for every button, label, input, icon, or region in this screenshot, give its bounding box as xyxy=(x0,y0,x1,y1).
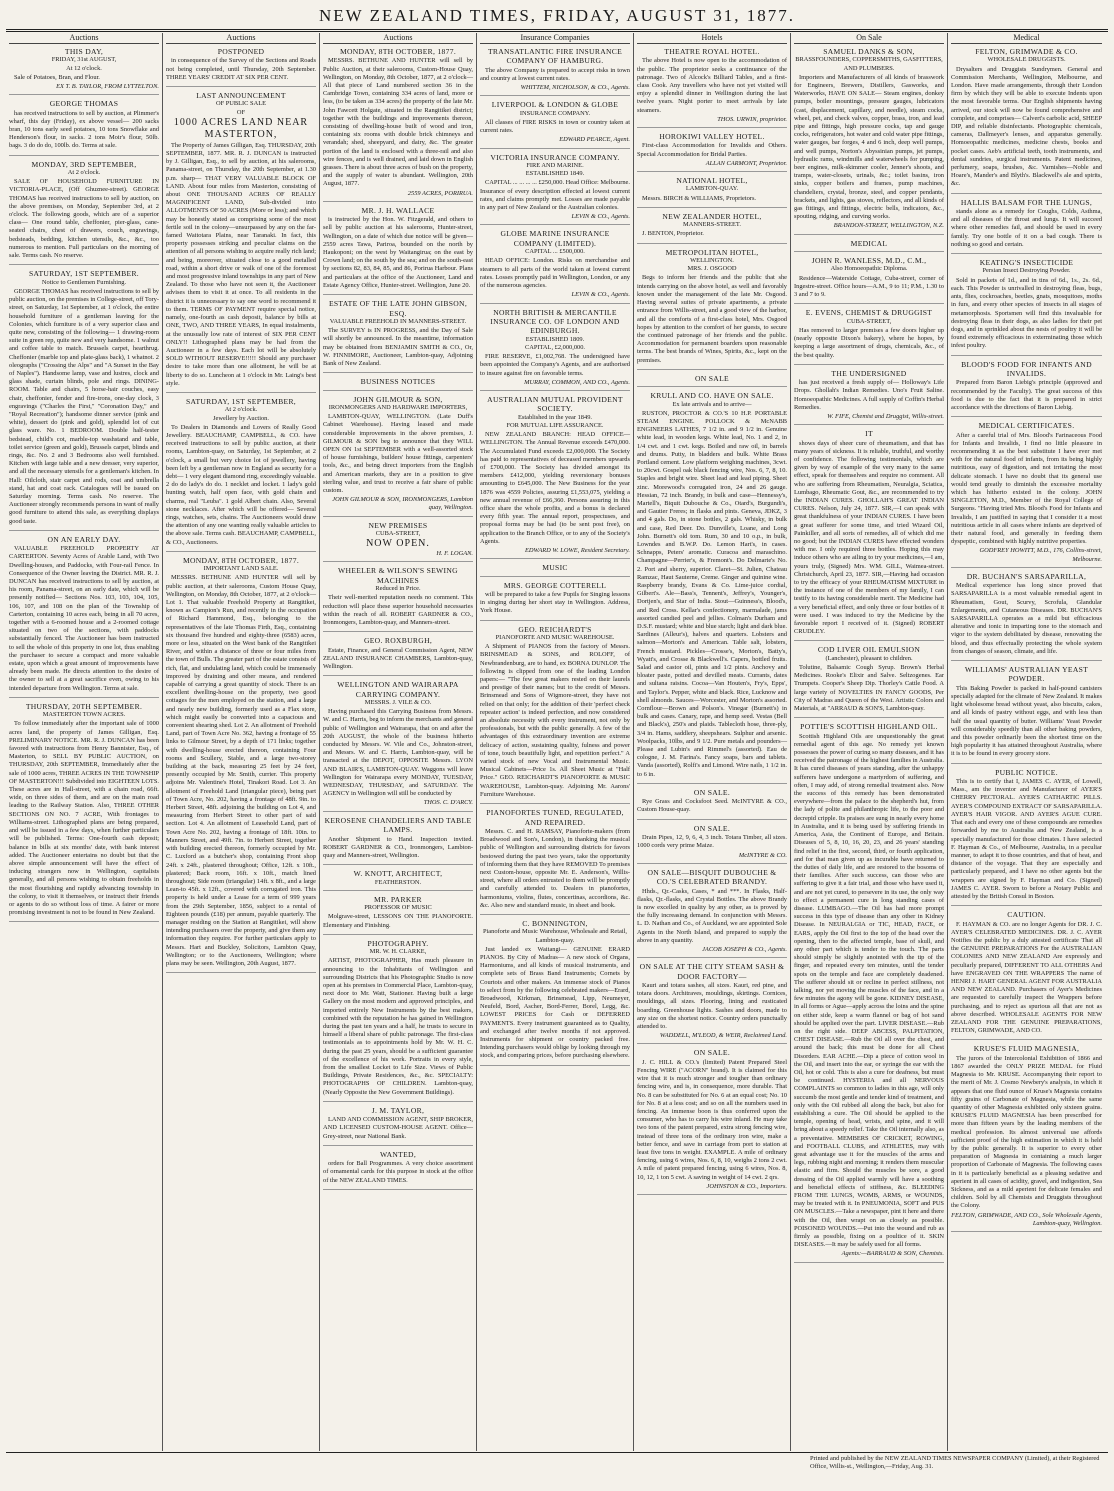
ad-heading: BLOOD'S FOOD FOR INFANTS AND INVALIDS. xyxy=(961,359,1092,378)
ad-heading: COD LIVER OIL EMULSION xyxy=(817,645,921,655)
ad-heading: NEW ZEALANDER HOTEL, xyxy=(662,211,762,221)
ad-body: Just landed ex Waitangi— GENUINE ERARD PIANOS. By City of Madras— A new stock of Organs, Harmoniums, and all kinds of musical instruments, and complete sets of Brass Band Instruments; Cornets by Courtois and other makers. An immense stock of Pianos to select from by the following celebrated makers—Erard, Broadwood, Kirkman, Brinsmead, Lipp, Neumeyer, Neufeld, Bord, Ascher, Bord-Ferrer, Borel, Legg, &c. LOWEST PRICES for Cash or DEFERRED PAYMENTS. Every instrument guaranteed as to Quality, and exchanged after twelve months if not approved. Instruments for shipment or country packed free. Intending purchasers would oblige by looking through my stock, and comparing prices, before purchasing elsewhere. xyxy=(480,945,630,1060)
ad-heading: JOHN R. WANLESS, M.D., C.M., xyxy=(811,256,927,266)
column-header: Medical xyxy=(951,33,1102,44)
ad-heading: NORTH BRITISH & MERCANTILE INSURANCE CO. OF LONDON AND EDINBURGH. xyxy=(490,307,620,336)
ad-subline: FRIDAY, 31st AUGUST, xyxy=(51,56,117,64)
ad-heading: METROPOLITAN HOTEL, xyxy=(665,247,759,257)
ad-body: will be prepared to take a few Pupils for Singing lessons in singing during her short stay in Wellington. Address, York House. xyxy=(480,591,630,615)
advertisement xyxy=(323,47,473,202)
ad-subline: BRASSFOUNDERS, COPPERSMITHS, GASFITTERS, AND PLUMBERS. xyxy=(795,56,943,72)
ad-heading: JOHN GILMOUR & SON, xyxy=(353,394,443,404)
ad-subline: IRONMONGERS AND HARDWARE IMPORTERS, xyxy=(328,403,468,411)
ad-body: Sold in packets of 1d., and in tins of 6d., 1s., 2s. 6d., each. This Powder is unrivalled in destroying fleas, bugs, ants, flies, cockroaches, beetles, gnats, mosquitoes, moths in furs, and every other species of insects in all stages of metamorphosis. Sportsmen will find this invaluable for destroying fleas in their dogs, as also ladies for their pet dogs, and in sprinkled about the nests of poultry it will be found extremely efficacious in exterminating those which infest poultry. xyxy=(951,276,1102,350)
ad-subline: CUBA-STREET, xyxy=(846,317,892,325)
ad-subline: Notice to Gentlemen Furnishing. xyxy=(41,278,127,286)
ad-heading: ON SALE. xyxy=(693,787,731,797)
column-3 xyxy=(320,33,477,1451)
ad-body: Tolutine, Balsamic Cough Syrup. Brown's Herbal Medicines. Rooke's Elixir and Salve. Seltzogenes. Ear Trumpets. Cooper's Sheep Dip. Thorley's Cattle Food. A large variety of NOVELTIES IN FANCY GOODS, Per City of Madras and Queen of the West. Artistic Colors and Materials, at "ARRAUD & SON'S, Lambton-quay. xyxy=(794,664,944,713)
advertisement xyxy=(9,99,159,155)
ad-subline: Also Homoeopathic Diploma. xyxy=(830,265,908,273)
ad-subline: INSURANCE COMPANY. xyxy=(519,109,591,117)
advertisement xyxy=(794,308,944,364)
ad-body: Medical experience has long since proved that SARSAPARILLA is a most valuable remedial agent in Rheumatism, Gout, Scurvy, Scrofula, Glandular Enlargements, and Cutaneous Diseases. DR. BUCHAN'S SARSAPARILLA operates as a mild but efficacious alterative and tonic in imparting tone to the stomach and vigor to the system debilitated by disease, renovating the blood, and thus effectually protecting the whole system from changes of season, climate, and life. xyxy=(951,582,1102,655)
ad-heading: MONDAY, 8TH OCTOBER, 1877. xyxy=(339,47,457,56)
ad-signature: WADDELL, M'LEOD, & WEIR, Reclaimed Land. xyxy=(659,1032,787,1040)
advertisement xyxy=(951,768,1102,906)
ad-body: stands alone as a remedy for Coughs, Colds, Asthma, and all diseases of the throat and lungs. It will succeed where other remedies fail, and should be used in every family. Try one bottle of it on a bad cough. There is nothing so good and certain. xyxy=(951,208,1102,248)
ad-heading: E. EVENS, CHEMIST & DRUGGIST xyxy=(805,308,933,318)
ad-body: Another Shipment to Hand. Inspection invited. ROBERT GARDNER & CO., Ironmongers, Lambton-quay and Manners-street, Wellington. xyxy=(323,835,473,859)
ad-body: HEAD OFFICE: London. Risks on merchandise and steamers to all parts of the world taken at lowest current rates. Losses promptly paid in Wellington, London, or any of the numerous agencies. xyxy=(480,257,630,290)
ad-body: shows days of sheer cure of rheumatism, and that has many years of sickness. It is reliable, truthful, and worthy of confidence. The following testimonials, which are given by way of example of the very many to the same effect, speak for themselves and require no comment. All who are suffering from Rheumatism, Neuralgia, Sciatica, Lumbago, Rheumatic Gout, &c., are recommended to try the INDIAN CURES. GHOLLAH'S GREAT INDIAN CURES. Nelson, July 24, 1877. SIR,—I can speak with great thankfulness of your INDIAN CURES. I have been a great sufferer for some time, and tried Wizard Oil, Painkiller, and all sorts of remedies, all of which did me no good; but the INDIAN CURES have effected wonders with me. I only required three bottles. Hoping this may induce others who are ailing to try your medicines,—I am, yours truly, (Signed) Mrs. WM. GILL, Waimea-street. Christchurch, April 23, 1877. SIR,—Having had occasion to try the efficacy of your RHEUMATISM MIXTURE in the instance of one of the members of my family, I can testify to its having considerable merit. The Medicine had a very beneficial effect, and only three or four bottles of it were used. I was induced to try the Medicine by the favorable report I received of it. (Signed) ROBERT CRUDLEY. xyxy=(794,439,944,636)
ad-body: Begs to inform her friends and the public that she intends carrying on the above hotel, as well and favorably known under the management of the late Mr. Osgood. Having several suites of private apartments, a private entrance from Willis-street, and a good view of the harbor, and all the comforts of a first-class hotel, Mrs. Osgood hopes by attention to the comfort of her guests, to secure the continued patronage of her friends and the public. Accommodation for permanent boarders upon reasonable terms. The best brands of Wines, Spirits, &c., kept on the premises. xyxy=(637,274,787,364)
advertisement xyxy=(323,680,473,811)
ad-heading: MUSIC xyxy=(542,563,568,573)
ad-body: To Dealers in Diamonds and Lovers of Really Good Jewellery. BEAUCHAMP, CAMPBELL, & CO. have received instructions to sell by public auction, at their rooms, Lambton-quay, on Saturday, 1st September, at 2 o'clock, a small but very choice lot of jewellery, having been left by a gentleman now in England as security for a debt— 1 very elegant diamond ring, exceedingly valuable. 2 do do lady's do do. 1 necklet and locket. 1 lady's gold hunting watch, half open face, with gold chain and charms, real "Leuba". 1 gold Albert chain. Also, Several stone necklaces. After which will be offered— Several rings, watches, sets, chains. The Auctioneers would draw the attention of any one wanting really valuable articles to the above sale. Terms cash. BEAUCHAMP, CAMPBELL, & CO., Auctioneers. xyxy=(166,423,316,546)
advertisement xyxy=(794,369,944,425)
ad-heading: NATIONAL HOTEL, xyxy=(676,176,748,186)
column-4 xyxy=(477,33,634,1451)
ad-body: The SURVEY is IN PROGRESS, and the Day of Sale will shortly be announced. In the meantime, information may be obtained from BENJAMIN SMITH & CO., Or, W. FINNIMORE, Auctioneer, Lambton-quay, Adjoining Bank of New Zealand. xyxy=(323,327,473,367)
ad-body: F. HAYMAN & CO. are no longer Agents for DR. J. C. AYER'S CELEBRATED MEDICINES. DR. J. C. AYER Notifies the public by a duly attested certificate That all the GENUINE PREPARATIONS For the AUSTRALIAN COLONIES AND NEW ZEALAND Are expressly and peculiarly prepared, DIFFERENT TO ALL OTHERS And have ENGRAVED ON THE WRAPPERS The name of HENRI J. HART GENERAL AGENT FOR AUSTRALIA AND NEW ZEALAND. Purchasers of Ayer's Medicines are requested to carefully inspect the Wrappers before purchasing, and to reject as spurious all that are not as above described. WHOLESALE AGENTS FOR NEW ZEALAND FOR THE GENUINE PREPARATIONS, FELTON, GRIMWADE, AND CO. xyxy=(951,920,1102,1035)
advertisement xyxy=(323,816,473,865)
ad-body: MESSRS. BETHUNE AND HUNTER will sell by public auction, at their salerooms, Custom House Quay, Wellington, on Monday, 8th October, 1877, at 2 o'clock— Lot 1. That valuable Freehold Property at Rangitikei, known as Campion's Run, and recently in the occupation of Richard Hammond, Esq., belonging to the representatives of the late Thomas Firth, Esq., containing six thousand five hundred and eighty-three (6583) acres, more or less, situated on the West bank of the Rangitikei River, and within a distance of three or four miles from the town of Bulls. The greater part of the estate consists of rich, flat, and undulating land, which could be immensely improved by draining and other means, and rendered capable of carrying a great quantity of stock. There is an excellent dwelling-house on the property, two good cottages for the men employed on the station, and a large and nearly new building, formerly used as a Flax store, which might easily be converted into a capacious and convenient shearing shed. Lot 2. An allotment of Freehold Land, part of Town Acre No. 362, having a frontage of 55 links to Gilmour Street, by a depth of 171 links; together with dwelling-house erected thereon, containing Four rooms and Scullery, Stable, and a large two-storey building at the back, measuring 25 feet by 24 feet, presently occupied by Mr. Smith, currier. This property adjoins Mr. Valentine's Hotel, Tinakori Road. Lot 3. An allotment of Freehold Land (triangular piece), being part of Town Acre, No. 202, having a frontage of 48ft. 9in. to Herbert Street, 48ft. adjoining the building on Lot 4, and measuring from Herbert Street to other part of said section. Lot 4. An allotment of Leasehold Land, part of Town Acre No. 202, having a frontage of 18ft. 10in. to Manners Street, and 49ft. 7in. to Herbert Street, together with building erected thereon, formerly occupied by Mr. C. Luxford as a butcher's shop, containing Front shop 24ft. x 24ft., plastered throughout; Office, 12ft. x 10ft., plastered; Back room, 16ft. x 10ft., match lined throughout; Side room (triangular) 14ft. x 8ft., and a large Lean-to 45ft. x 12ft., covered with corrugated iron. This property is held under a Lease for a term of 999 years from the 29th September, 1856, subject to a rental of Eighteen pounds (£18) per annum, payable quarterly. The manager residing on the Station at Rangitikei, will show intending purchasers over the property, and give them any information they require. For further particulars apply to Messrs. Hart and Buckley, Solicitors, Lambton Quay, Wellington; or to the Auctioneers, Wellington; where plans may be seen. Wellington, 20th August, 1877. xyxy=(166,574,316,967)
advertisement xyxy=(794,645,944,718)
advertisement xyxy=(951,421,1102,568)
ad-body: Messrs. C. and H. RAMSAY, Pianoforte-makers (from Broadwood and Son's, London), in thanking the musical public of Wellington and surrounding districts for favors bestowed during the past two years, take the opportunity of informing them that they have REMOVED To premises next Custom-house, opposite Mr. E. Anderson's, Willis-street, where all orders entrusted to them will be promptly and carefully attended to. Dealers in pianofortes, harmoniums, violins, flutes, concertinas, accordions, &c. &c. Also new and standard music, in sheet and book. xyxy=(480,827,630,909)
ad-heading: WHEELER & WILSON'S SEWING MACHINES xyxy=(338,566,458,585)
advertisement xyxy=(166,47,316,87)
ad-heading: LIVERPOOL & LONDON & GLOBE xyxy=(491,100,619,110)
ad-heading: PUBLIC NOTICE. xyxy=(995,767,1058,777)
ad-body: has just received a fresh supply of— Holloway's Life Drops. Ghollah's Indian Remedies. Uno's Fruit Saline. Homoeopathic Medicines. A full supply of Coffin's Herbal Remedies. xyxy=(794,379,944,411)
ad-subline: MESSRS. J. VILE & CO. xyxy=(364,699,432,707)
ad-body: The Property of James Gilligan, Esq. THURSDAY, 20th SEPTEMBER, 1877. MR. R. J. DUNCAN is instructed by J. Gilligan, Esq., to sell by auction, at his salerooms, Panama-street, on Thursday, the 20th September, at 1.30 p.m. sharp— THAT VERY VALUABLE BLOCK OF LAND. About four miles from Masterton, consisting of about ONE THOUSAND ACRES OF REALLY MAGNIFICENT LAND, Sub-divided into ALLOTMENTS OF 50 ACRES (More or less); and which may be honestly stated as comprising some of the most fertile soil in the colony—unsurpassed by any on the far-famed Waitotara Plains, near Taranaki. In fact, this property possesses striking and peculiar claims on the attention of all persons wishing to acquire really rich land; and being, moreover, situated close to a good metalled road, within a short drive or walk of one of the foremost and most progressive inland townships in any part of New Zealand. To those who have not seen it, the Auctioneer advises them to visit it at once. To all residents in the district it is unnecessary to say one word to recommend it to them. TERMS OF PAYMENT require special notice, namely, one-fourth as cash deposit, balance by bills at ONE, TWO, AND THREE YEARS, In equal instalments, at the unusually low rate of interest of SIX PER CENT ONLY!! Lithographed plans may be had from the Auctioneer in a few days. Each lot will be absolutely SOLD WITHOUT RESERVE!!!!! Should any purchaser desire to take more than one allotment, he will be at liberty to do so. Luncheon at 1 o'clock in Mr. Laing's best style. xyxy=(166,141,316,387)
ad-heading: CAUTION. xyxy=(1007,910,1046,920)
ad-body: MESSRS. BETHUNE AND HUNTER will sell by Public Auction, at their salerooms, Custom-House Quay, Wellington, on Monday, 8th October, 1877, at 2 o'clock— All that piece of Land numbered section 36 in the Cambridge Town, containing 334 acres of land, more or less, (to be taken as 334 acres) the property of the late Mr. John Fawcett Holgate, situated in the Rangitikei district; together with the buildings and improvements thereon, consisting of dwelling-house built of wood and iron, containing six rooms with double brick chimneys and verandah; shed, sheepyard, and dairy, &c. The greater portion of the land is enclosed with a three-rail and also wire fences, and is well drained, and laid down in English grasses. There is about three acres of bush on the property, and the supply of water is abundant. Wellington, 20th August, 1877. xyxy=(323,57,473,188)
ad-heading: MONDAY, 3RD SEPTEMBER, xyxy=(31,159,137,169)
ad-signature: BRANDON-STREET, WELLINGTON, N.Z. xyxy=(833,222,944,230)
ad-body: Drysalters and Druggists Sundrymen. General and Commission Merchants, Wellington, Melbourne, and London. Have made arrangements, through their London firm by which they will be able to execute Indents upon the most favorable terms. Our English shipments having arrived, our stock will now be found comprehensive and complete, and comprises— Calvert's carbolic acid, SHEEP DIP, and reliable disinfectants. Photographic chemicals, cameras, Dallmeyer's lenses, and apparatus generally. Homoeopathic medicines, medicine chests, books and pocket cases. Aeb's artificial teeth, tooth instruments, and dental sundries, surgical instruments. Patent medicines, perfumery, soaps, brushes, &c. Varnishes—Noble and Hoare's, Mander's and Blyth's. Blackwell's ale and spirits, &c. xyxy=(951,65,1102,188)
ad-subline: Reduced in Price. xyxy=(375,585,421,593)
ad-heading: GEO. REICHARDT'S xyxy=(518,624,592,634)
advertisement xyxy=(480,395,630,559)
ad-heading: SAMUEL DANKS & SON, xyxy=(823,47,915,56)
advertisement xyxy=(323,1150,473,1190)
ad-subline: MANNERS-STREET. xyxy=(683,221,741,229)
footer-rule xyxy=(6,1452,1108,1453)
column-1 xyxy=(6,33,163,1451)
ad-subline: VALUABLE FREEHOLD IN MANNERS-STREET. xyxy=(329,317,467,325)
column-2 xyxy=(163,33,320,1451)
advertisement xyxy=(637,47,787,128)
ad-signature: WHITTEM, NICHOLSON, & CO., Agents. xyxy=(520,84,630,92)
ad-signature: H. F. LOGAN. xyxy=(436,550,473,558)
ad-heading: MONDAY, 8TH OCTOBER, 1877. xyxy=(182,555,300,565)
advertisement xyxy=(323,377,473,390)
advertisement xyxy=(794,239,944,252)
ad-body: Having purchased this Carrying Business from Messrs. W. and C. Harris, beg to inform the merchants and general public of Wellington and Wairarapa, that on and after the 20th AUGUST, the whole of the business hitherto conducted by Messrs. W. Vile and Co., Johnston-street, and Messrs. W. and C. Harris, Lambton-quay, will be transacted at the DEPOT, OPPOSITE Messrs. LYON AND BLAIR'S, LAMBTON-QUAY. Waggons will leave Wellington for Wairarapa every MONDAY, TUESDAY, WEDNESDAY, THURSDAY, and SATURDAY. The AGENCY in Wellington will still be conducted by xyxy=(323,708,473,798)
ad-heading: ON SALE AT THE CITY STEAM SASH & DOOR FACTORY— xyxy=(639,962,785,981)
ad-subline: ESTABLISHED 1849. xyxy=(525,170,585,178)
ad-heading: MR. J. H. WALLACE xyxy=(361,205,435,215)
advertisement xyxy=(323,939,473,1102)
ad-body: Importers and Manufacturers of all kinds of brasswork for Engineers, Brewers, Distillers, Gasworks, and Waterworks, HAVE ON SALE— Steam engines, donkey pumps, boiler mountings, pressure gauges, lubricators (cast, displacement, capillary, and needle), steam cocks, wheel, pet, and check valves, copper, brass, iron, and lead pipe and fittings, high pressure cocks, tap and gauge cocks, refrigerators, hot water and cold water pipe fittings, water gauges, bar forges, 4 and 6 inch, deep well pumps, and well pumps, Norton's Abyssinian pumps, jet pumps, hydraulic rams, windmills and waterwheels for pumping, beer engines, milk-skimmer cooler, Jenner's shoots, and tramps, water-closets, urinals, &c.; toilet basins, iron sinks, copper boilers and frames, pump machines, chandeliers, crystal, bronze, steel, and copper pendants, brackets, and lights, gas stoves, reflectors, and all kinds of gas fittings, and fittings, electric bells, indicators, &c., spouting, ridging, and curving works. xyxy=(794,73,944,221)
ad-heading: LAST ANNOUNCEMENT xyxy=(196,91,286,101)
ad-body: GEORGE THOMAS has received instructions to sell by public auction, on the premises in College-street, off Tory-street, on Saturday, 1st September, at 1 o'clock, the entire household furniture of a gentleman leaving for the Colonies, which furniture is of a very superior class and quite new, consisting of the following— 1 drawing-room suite in green rep, quite new and very handsome. 1 walnut and coffee table to match. Brussels carpet, hearthrug. Cheffonier (marble top and plate-glass back), 1 whatnot. 2 oleographs ("Crossing the Alps" and "A Sunset in the Bay of Naples"). Handsome lamp, vase and lustres, clock and glass shade, curtain blinds, pole and rings. DINING-ROOM. Table and chairs, 5 horse-hair couches, easy chair, cheffonier, fender and fire-irons, one-day clock, 3 engravings ("Charles the First," "Coronation Day," and "Royal Recreation"); handsome dinner service (pink and white), dessert do (pink and gold), splendid lot of cut glass ware. No. 1 BEDROOM. Double half-tester bedstead, child's cot, marble-top washstand and table, toilet service (green and gold), Brussels carpet, blinds and rings, &c. No. 2 and 3 Bedrooms also well furnished. Kitchen with large table and a new dresser, very superior, and all the necessary utensils for a gentleman's kitchen. In Hall: Oilcloth, stair carpet and rods, coat and umbrella stand, hat and coat rack. Catalogues will be issued on Saturday morning. Terms cash. No reserve. The Auctioneer strongly recommends persons in want of really good furniture to attend this sale, as everything displays good taste. xyxy=(9,287,159,525)
ad-heading: KEATING'S INSECTICIDE xyxy=(979,258,1074,268)
ad-body: J. BENTON, Proprietor. xyxy=(642,230,704,238)
column-header: On Sale xyxy=(794,33,944,44)
advertisement xyxy=(951,1044,1102,1232)
advertisement xyxy=(951,47,1102,194)
advertisement xyxy=(323,895,473,935)
ad-signature: LEVIN & CO., Agents. xyxy=(571,291,630,299)
ad-heading: HALLIS BALSAM FOR THE LUNGS, xyxy=(960,197,1093,207)
advertisement xyxy=(480,100,630,148)
ad-heading: SATURDAY, 1ST SEPTEMBER, xyxy=(185,396,297,406)
advertisement xyxy=(480,47,630,96)
advertisement xyxy=(637,374,787,387)
advertisement xyxy=(9,160,159,266)
ad-body: Kauri and totara sashes, all sizes. Kauri, red pine, and totara doors. Architraves, mouldings, skirtings. Cornices, mouldings, all sizes. Flooring, lining and rusticated boarding. Greenhouse lights. Sashes and doors, made to any size on the shortest notice. Country orders punctually attended to. xyxy=(637,981,787,1030)
advertisement xyxy=(480,563,630,576)
advertisement xyxy=(951,258,1102,355)
ad-signature: THOS. C. D'ARCY. xyxy=(423,799,473,807)
ad-body: Rye Grass and Cocksfoot Seed. McINTYRE & CO., Custom House-quay. xyxy=(637,798,787,814)
ad-heading: AUSTRALIAN MUTUAL PROVIDENT SOCIETY. xyxy=(487,394,623,414)
ad-body: The jurors of the Intercolonial Exhibition of 1866 and 1867 awarded the ONLY PRIZE MEDAL for Fluid Magnesia to Mr. KRUSE. Accompanying their report to the merit of Mr. J. Cosmo Newbery's analysis, in which it appears that one fluid ounce of Kruse's Magnesia contains fifty grains of Carbonate of Magnesia, while the same quantity of other Magnesia exhibited only sixteen grains. KRUSE'S FLUID MAGNESIA has been prescribed for more than fifteen years by the leading members of the medical profession. Its almost universal use affords sufficient proof of the high estimation in which it is held by the public generally. It is superior to every other preparation of Magnesia in containing a much larger proportion of Carbonate of Magnesia. The following cases in it is particularly beneficial as a pleasing sedative and aperient in all cases of acidity, gravel, and indigestion, Sea Sickness, and as a mild aperient for delicate females and children. Sold by all Chemists and Druggists throughout the Colony. xyxy=(951,1054,1102,1210)
ad-heading: MR. PARKER xyxy=(374,894,422,904)
ad-signature: EDWARD W. LOWE, Resident Secretary. xyxy=(524,547,630,554)
ad-body: All classes of FIRE RISKS in town or country taken at current rates. xyxy=(480,119,630,135)
ad-body: Scottish Highland Oils are unquestionably the great remedial agent of this age. No remedy yet known possesses the power of curing so many diseases, and it has received the patronage of the highest families in Australia. It has cured diseases of years standing, after the unhappy sufferers have undergone a martyrdom of suffering, and often, I may add, of strong remedial treatment also. Now the success of this remedy has been demonstrated everywhere—from the palace to the shepherd's hut, from the lady of polite and philanthropic life, to the poor and decrepid cripple. Its praises are sung in nearly every home in Australia, and it is being used by suffering friends in America, Asia, the Continent of Europe, and Britain. Diseases of 5, 8, 10, 16, 20, 23, and 26 years' standing find relief in the first, second, third, or fourth application, and for that man given up as incurable have returned to the duties of daily life, and are restored to the bosoms of their families. After such success, can those who are suffering to give it a fair trial, and those who have used it, and are not yet cured, to persevere in its use, the only way to effect a permanent cure in long standing cases of disease. LUMBAGO.—The Oil has had more prompt success in this type of disease than any other in Kidney Disease. In NEURALGIA or TIC, HEAD, FACE, or EARS, apply the Oil first to the top of the head over the opening, then to the affected temple, base of skull, and any other part which is tender to the touch. The parts should simply be slightly anointed with the tip of the finger, and repeated every ten minutes, until the tender spots on the temple and face are completely deadened. The sufferer should sit or recline in perfect stillness, not talking, nor yet moving the muscles of the face, and in a few minutes the agony will be gone. KIDNEY DISEASE, in all forms or Ague—apply across the loins and the spine on either side, keep a warm flannel or bag of hot sand should be applied over the part. LIVER DISEASE.—Rub on the right side. DEEP ABCESS, PALPITATION, CHEST DISEASE.—Rub the Oil all over the chest, and around the back; this must be done for all Chest Disorders. EAR ACHE.—Dip a piece of cotton wool in the Oil, and insert into the ear, or syringe the ear with the Oil, hot or cold. This is also a cure for deafness, but must be continued. HYSTERIA and all NERVOUS COMPLAINTS so common to ladies in this age, will only succumb the most gentle and tender kind of treatment, and only with the Oil rubbed all along the back, but also for establishing a cure. The Oil should be applied to the temple, opening of head, wrists, and spine, and it will bring about a speedy relief. Take the Oil internally also, as a preventative. MEMBERS OF CRICKET, ROWING, and FOOTBALL CLUBS, and ATHLETES, may with great advantage use it for the muscles of the arms and legs, rubbing night and morning; it renders them muscular elastic and firm. Should the muscles be sore, a good dressing of the Oil applied warmly will have a soothing and beneficial effects of stiffness, &c. BLEEDING FROM THE LUNGS, WOMB, ARMS, or WOUNDS, may be treated with it. In PNEUMONIA, SOFT and PUS ON MUSCLES.—Take a newspaper, pint it here and there with the Oil, then wrapt on as closely as possible. POISONED WOUNDS.—Put into the wound and rub as firmly as possible, fixing on a poultice of it. SKIN DISEASES.—It may be safely used for all forms. xyxy=(794,732,944,1249)
advertisement xyxy=(637,788,787,820)
advertisement xyxy=(637,868,787,958)
ad-body: LAND AND COMMISSION AGENT, SHIP BROKER, AND LICENSED CUSTOM-HOUSE AGENT. Office—Grey-street, near National Bank. xyxy=(323,1116,473,1140)
ad-heading: HOROKIWI VALLEY HOTEL. xyxy=(659,132,765,142)
advertisement xyxy=(9,535,159,698)
ad-heading: WELLINGTON AND WAIRARAPA CARRYING COMPANY. xyxy=(337,680,459,699)
ad-body: Hhds., Qr.-Casks, Cases, * and ***. In Flasks, Half-flasks, Qr.-flasks, and Crystal Bottles. The above Brandy is now excelled in quality by any other, as is proved by the fully increasing demand. In conjunction with Messrs. L. D. Nathan and Co., of Auckland, we are appointed Sole Agents in the North Island, and prepared to supply the above in any quantity. xyxy=(637,887,787,944)
ad-heading: ON SALE. xyxy=(693,1048,731,1058)
ad-subline: IMPORTANT LAND SALE. xyxy=(203,565,279,573)
column-6 xyxy=(791,33,948,1451)
advertisement xyxy=(480,625,630,804)
column-5 xyxy=(634,33,791,1451)
ad-heading: ON AN EARLY DAY. xyxy=(47,534,121,544)
advertisement xyxy=(480,153,630,226)
advertisement xyxy=(9,47,159,95)
ad-subline: MR. W. H. CLARKE, xyxy=(369,948,427,956)
ad-heading: GEORGE THOMAS xyxy=(49,99,119,109)
column-header: Auctions xyxy=(323,33,473,44)
ad-heading: ON SALE. xyxy=(693,823,731,833)
ad-body: orders for Ball Programmes. A very choice assortment of ornamental cards for this purpose in stock at the office of the NEW ZEALAND TIMES. xyxy=(323,1160,473,1184)
ad-subline: FEATHERSTON. xyxy=(374,878,422,886)
ad-subline: CAPITAL ... £500,000. xyxy=(525,248,585,256)
ad-heading: THEATRE ROYAL HOTEL. xyxy=(664,47,760,56)
ad-heading: KRUSE'S FLUID MAGNESIA, xyxy=(973,1044,1080,1054)
advertisement xyxy=(637,962,787,1044)
advertisement xyxy=(323,636,473,676)
ad-subline: Persian Insect Destroying Powder. xyxy=(982,267,1071,275)
ad-subline: At 12 o'clock. xyxy=(66,64,102,72)
ad-display-line: 1000 ACRES LAND NEAR MASTERTON, xyxy=(173,116,309,140)
ad-signature: W. FIFE, Chemist and Druggist, Willis-street. xyxy=(827,412,944,420)
ad-heading: C. BONNINGTON, xyxy=(522,918,588,928)
ad-heading: THURSDAY, 20TH SEPTEMBER. xyxy=(25,701,143,711)
advertisement xyxy=(480,581,630,621)
ad-heading: GLOBE MARINE INSURANCE COMPANY (LIMITED). xyxy=(500,229,610,248)
ad-body: CAPITAL ... ... ... ... £250,000. Head Office: Melbourne. Insurance of every description effected at lowest current rates, and claims promptly met. Losses are made payable in any part of New Zealand or the Australian colonies. xyxy=(480,179,630,212)
ad-heading: MEDICAL CERTIFICATES. xyxy=(978,421,1075,431)
ad-body: has received instructions to sell by auction, at Plimmer's wharf, this day (Friday), ex above vessel— 200 sacks bran, 10 tons early seed potatoes, 10 tons Snowflake and Henderson's flour, in sacks. 2 tons Moir's flour, 50lb. bags. 3 do do do, 100lb. do. Terms at sale. xyxy=(9,109,159,150)
ad-subline: Pianoforte and Music Warehouse, Wholesale and Retail, Lambton-quay. xyxy=(482,928,628,944)
ad-subline: CUBA-STREET, xyxy=(375,529,421,537)
ad-body: J. C. HILL & CO.'s (limited) Patent Prepared Steel Fencing WIRE ("ACORN" brand). It is claimed for this wire that it is much stronger and tougher than ordinary fencing wire, and is, in consequence, more durable. That No. 8 can be substituted for No. 6 at an equal cost; No. 10 for No. 8 at a less cost; and so on all the numbers used in fencing. An immense boon is thus conferred upon the consumer, who has to carry his wire inland. He may take two tons of the patent prepared, extra strong fencing wire, instead of three tons of the ordinary iron wire, make a better fence, and save in carriage from port to station at least five tons in weight. EXAMPLE. A mile of ordinary fencing, using 6 wires, Nos. 6, 8, 10, weighs 2 tons 2 cwt. A mile of patent prepared fencing, using 6 wires, Nos. 8, 10, 12, 1 ton 5 cwt. A saving in weight of 14 cwt. 2 qrs. xyxy=(637,1058,787,1181)
ad-heading: PHOTOGRAPHY. xyxy=(367,938,429,948)
ad-signature: JOHN GILMOUR & SON, IRONMONGERS, Lambton quay, Wellington. xyxy=(332,496,473,512)
ad-body: VALUABLE FREEHOLD PROPERTY AT CARTERTON. Seventy Acres of Arable Land, with Two Dwelling-houses, and Paddocks, with Four-rail Fence. In Consequence of the Owner leaving the District. MR. R. J. DUNCAN has received instructions to sell by auction, at his room, Panama-street, on an early date, which will be presently notified— Sections Nos. 103, 103, 104, 105, 106, 107, and 108 on the plan of the Township of Carterton, containing 10 acres each, being in all 70 acres, together with a 6-roomed house and a 2-roomed cottage situated on two of the sections, with paddocks substantially fenced. The Auctioneer has been instructed to sell the whole of this property in one lot, thus enabling the purchaser to secure a compact and more valuable estate, upon which a great amount of improvements have already been made. He directs attention to the desire of the owner to sell at a great sacrifice even, owing to his intended departure from Wellington. Terms at sale. xyxy=(9,545,159,692)
ad-subline: At 2 o'clock. xyxy=(224,406,258,414)
ad-heading: KEROSENE CHANDELIERS AND TABLE LAMPS. xyxy=(324,815,472,835)
ad-heading: MEDICAL xyxy=(850,238,888,248)
ad-body: After a careful trial of Mrs. Blood's Farinaceous Food for Infants and Invalids, I find no little pleasure in recommending it as the best substitute I have ever met with for the natural food of infants, from its being highly nutritious, easy of digestion, and not irritating the most delicate stomach. I have no doubt that its general use would tend greatly to diminish the excessive mortality which has hitherto existed in the colony. JOHN SINGLETON, M.D., Member of the Royal College of Surgeons. "Having tried Mrs. Blood's Food for Infants and Invalids, I am justified in saying that I consider it a most nutritious article in all cases where infants are deprived of their natural food, and generally in feeding them dyspeptic, combined with highly nutritive properties. xyxy=(951,431,1102,546)
ad-subline: PIANOFORTE AND MUSIC WAREHOUSE. xyxy=(495,634,615,642)
ad-heading: POTTIE'S SCOTTISH HIGHLAND OIL. xyxy=(800,722,938,732)
advertisement xyxy=(166,397,316,552)
advertisement xyxy=(637,212,787,244)
advertisement xyxy=(637,1048,787,1195)
ad-body: Drain Pipes, 12, 9, 6, 4, 3 inch. Totara Timber, all sizes. 1000 cords very prime Maize. xyxy=(637,834,787,850)
ad-body: NEW ZEALAND BRANCH: HEAD OFFICE—WELLINGTON. The Annual Revenue exceeds £470,000. The Accumulated Fund exceeds £2,000,000. The Society has paid to representatives of deceased members upwards of £700,000. The Society has divided amongst its members £412,000, yielding reversionary bonuses amounting to £645,000. The New Business for the year 1876 was 4559 Policies, assuring £1,553,075, yielding a new annual revenue of £66,360. Persons assuring in this office share the whole profits, and a bonus is declared every fifth year. The annual report, prospectuses, and proposal forms may be had (to be sent post free), on application to the Branch Office, or to any of the Society's Agents. xyxy=(480,431,630,545)
advertisement xyxy=(637,132,787,172)
column-header: Hotels xyxy=(637,33,787,44)
ad-subline: WHOLESALE DRUGGISTS. xyxy=(987,56,1066,64)
ad-body: A Shipment of PIANOS from the factory of Messrs. BRINSMEAD & SONS, and ROLOFF, of Newbrandenburg, are to hand, ex BORNA DUNLOP. The following is clipped from one of the leading London papers:— "The few great makers rested on their laurels and prestige of their names; but to the credit of Messrs. Brinsmead and Sons of Wigmore-street, they have not relied on that only; for the addition of their 'perfect check repeater action' is indeed perfection, and now considered an absolute necessity with every instrument, not only by professionals, but with the public generally. A few of the advantages of this extraordinary invention are extreme delicacy of action, sustaining quality, fulness and power of tone, touch beautifully light, and repetition perfect." A varied stock of new Vocal and Instrumental Music. Musical Cabinets—Price 1s. All Sheet Music at "Half Price." GEO. REICHARDT'S PIANOFORTE & MUSIC WAREHOUSE, Lambton-quay. Adjoining Mr. Aarons' Furniture Warehouse. xyxy=(480,643,630,798)
ad-body: Residence—Waterside Cottage, Cuba-street, corner of Ingestre-street. Office hours—A.M., 9 to 11; P.M., 1.30 to 3 and 7 to 9. xyxy=(794,274,944,299)
column-header: Auctions xyxy=(9,33,159,44)
advertisement xyxy=(323,1106,473,1146)
ad-subline: OF xyxy=(236,108,246,116)
masthead-rule xyxy=(6,29,1108,30)
advertisement xyxy=(794,47,944,235)
ad-heading: KRULL AND CO. HAVE ON SALE. xyxy=(650,391,774,401)
ad-body: This Baking Powder is packed in half-pound canisters specially adapted for the climate of New Zealand. It makes light wholesome bread without yeast, also biscuits, cakes, and all kinds of pastry without eggs, and with less than half the usual quantity of butter. Williams' Yeast Powder will considerably speedily than all other baking powders, and this powder ordinarily been the shortest time on the high popularity it has attained throughout Australia, where it is to be found in every grocery store. xyxy=(951,684,1102,758)
ad-subline: Ex late arrivals and to arrive— xyxy=(672,400,752,408)
ad-signature: ALLAN CARMONT, Proprietor. xyxy=(705,159,787,167)
advertisement xyxy=(637,391,787,784)
ad-heading: FELTON, GRIMWADE & CO. xyxy=(975,47,1078,56)
ad-signature: THOS. URWIN, proprietor. xyxy=(717,115,787,123)
ad-signature: McINTYRE & CO. xyxy=(738,851,787,859)
advertisement xyxy=(9,702,159,922)
ad-subline: FIRE AND MARINE. xyxy=(526,162,584,170)
column-header: Auctions xyxy=(166,33,316,44)
ad-subline: MRS. J. OSGOOD xyxy=(687,265,737,273)
ad-subline: At 2 o'clock. xyxy=(67,169,101,177)
column-7 xyxy=(948,33,1105,1451)
ad-body: LAMBTON-QUAY, WELLINGTON. (Late Duff's Cabinet Warehouse). Having leased and made considerable improvements in the above premises, J. GILMOUR & SON beg to announce that they WILL OPEN ON 1st SEPTEMBER with a well-assorted stock of house furnishings, builders' house fittings, carpenters' tools, &c., and being direct importers from the English and American markets, they are in a position to give sterling value, and trust to receive a fair share of public custom. xyxy=(323,413,473,494)
ad-body: To follow immediately after the important sale of 1000 acres land, the property of James Gilligan, Esq. PRELIMINARY NOTICE. MR. R. J. DUNCAN has been favored with instructions from Henry Bannister, Esq., of Masterton, to SELL BY PUBLIC AUCTION, on THURSDAY, 20th SEPTEMBER, Immediately after the sale of 1000 acres, THREE ACRES IN THE TOWNSHIP OF MASTERTON!!! Subdivided into EIGHTEEN LOTS. These acres are in Hall-street, with a chain road, 66ft. wide, on three sides of them, and are on the main road leading to the Railway Station. Also, THREE OTHER SECTIONS ON NO. 7 ACRE, With frontages to Williams-street. Lithographed plans are being prepared, and will be issued in a few days, when further particulars will be published. Terms: One-fourth cash deposit; balance in bills at six months' date, with bank interest added. The Auctioneer entertains no doubt but that the above simple announcement will have the effect of inducing strangers now in Wellington, capitalists generally, and all persons wishing to obtain freeholds in the most flourishing and rapidly advancing township in the colony, to visit it themselves, or instruct their friends or agents to do so without loss of time. A fairer or more promising investment is not to be found in New Zealand. xyxy=(9,720,159,917)
ad-signature: MURRAY, COMMON, AND CO., Agents. xyxy=(524,378,630,386)
ad-signature: EDWARD PEARCE, Agent. xyxy=(559,136,630,144)
masthead-rule-2 xyxy=(6,31,1108,32)
ad-subline: (Lanchester), pleasant to children. xyxy=(825,654,913,662)
advertisement xyxy=(480,919,630,1066)
advertisement xyxy=(323,395,473,517)
ad-signature: 2559 ACRES, PORIRUA. xyxy=(407,189,473,197)
advertisement xyxy=(480,229,630,303)
ad-signature: FELTON, GRIMWADE, AND CO., Sole Wholesale Agents, Lambton-quay, Wellington. xyxy=(951,1211,1102,1227)
ad-body: Messrs. BIRCH & WILLIAMS, Proprietors. xyxy=(642,194,757,202)
ad-body: Estate, Finance, and General Commission Agent, NEW ZEALAND INSURANCE CHAMBERS, Lambton-quay, Wellington. xyxy=(323,646,473,671)
ad-body: ARTIST, PHOTOGRAPHER, Has much pleasure in announcing to the Inhabitants of Wellington and surrounding Districts that his Photographic Studio is now open at his premises in Commercial Place, Lambton-quay, next door to Mr. Watt, Stationer. Having built a large Gallery on the most modern and approved principles, and imported entirely New Instruments by the best makers, combined with the reputation he has gained in Wellington during the past ten years and a half, he trusts to secure in himself a liberal share of public patronage. The first-class testimonials as to appointments hold by Mr. W. H. C. during the past 25 years, should be a sufficient guarantee of the excellence of his work. Portraits in every style, from the smallest Locket to Life Size. Views of Public Buildings, Private Residences, &c., &c. SPECIALTY: PHOTOGRAPHS OF CHILDREN. Lambton-quay, (Nearly Opposite the New Government Buildings). xyxy=(323,957,473,1096)
ad-body: Sale of Potatoes, Bran, and Flour. xyxy=(14,73,100,81)
ad-heading: POSTPONED xyxy=(217,47,265,56)
advertisement xyxy=(794,722,944,1262)
ad-heading: THIS DAY, xyxy=(64,47,104,56)
ad-body: SALE OF HOUSEHOLD FURNITURE IN VICTORIA-PLACE, (Off Ghuznee-street). GEORGE THOMAS has received instructions to sell by auction, on the above premises, on Monday, September 3rd, at 2 o'clock. The following goods, which are of a superior class— One round table, cheffonier, pier-glass, cane-seated chairs, chest of drawers, couch, engravings, bedsteads, bedding, kitchen utensils, &c., &c., too numerous to mention. Full particulars on the morning of sale. Terms cash. No reserve. xyxy=(9,178,159,260)
ad-body: This is to certify that I, JAMES C. AYER, of Lowell, Mass., am the inventor and Manufacturer of AYER'S CHERRY PECTORAL. AYER'S CATHARTIC PILLS. AYER'S COMPOUND EXTRACT OF SARSAPARILLA. AYER'S HAIR VIGOR. AND AYER'S AGUE CURE. That each and every one of these compounds are remedies forwarded by me to Australia and New Zealand, is a specially manufactured for those climates. I have selected F. Hayman & Co., of Melbourne, Australia, in a peculiar manner, to adapt it to those countries, and that of heat, and distance of the voyage. That they are especially and particularly prepared, and I have no other agents but the wrappers are signed by F. Hayman and Co. (Signed) JAMES C. AYER. Sworn to before a Notary Public and attested by the British Consul in Boston. xyxy=(951,778,1102,900)
ad-body: is instructed by the Hon. W. Fitzgerald, and others to sell by public auction at his salerooms, Hunter-street, Wellington, on a date of which due notice will be given— 2559 acres Tawa, Pariroa, bounded on the north by Haukoponi; on the west by Waitangirua; on the east by Crown land; on the south by the sea; and on the south-east by sections 82, 83, 84, 85, and 86, Porirua Harbour. Plans and particulars at the office of the Auctioneer, Land and Estate Agency Office, Hunter-street. Wellington, June 20. xyxy=(323,216,473,289)
advertisement xyxy=(480,808,630,915)
ad-heading: SATURDAY, 1ST SEPTEMBER. xyxy=(28,269,140,279)
advertisement xyxy=(794,429,944,641)
ad-heading: ON SALE xyxy=(695,373,729,383)
ad-heading: THE UNDERSIGNED xyxy=(831,368,907,378)
ad-subline: LAMBTON-QUAY. xyxy=(685,185,739,193)
ad-signature: JACOB JOSEPH & CO., Agents. xyxy=(702,945,787,953)
ad-heading: ON SALE—BISQUIT DUBOUCHE & CO.'S CELEBRATED BRANDY. xyxy=(647,867,777,887)
advertisement xyxy=(951,360,1102,418)
ad-signature: EX T. B. TAYLOR, FROM LYTTELTON. xyxy=(56,83,159,91)
advertisement xyxy=(637,248,787,370)
ad-heading: NEW PREMISES xyxy=(368,520,428,530)
ad-heading: W. KNOTT, ARCHITECT, xyxy=(353,869,443,879)
advertisement xyxy=(951,198,1102,254)
ad-subline: WELLINGTON. xyxy=(690,257,734,265)
ad-heading: TRANSATLANTIC FIRE INSURANCE COMPANY OF HAMBURG. xyxy=(487,47,623,66)
ad-body: FIRE RESERVE, £1,002,768. The undersigned have been appointed the Company's Agents, and are authorised to insure against fire on favorable terms. xyxy=(480,353,630,377)
advertisement xyxy=(323,521,473,563)
ad-display-line: NOW OPEN. xyxy=(366,538,430,550)
newspaper-columns xyxy=(6,33,1108,1451)
ad-heading: PIANOFORTES TUNED, REGULATED, AND REPAIRED. xyxy=(486,808,624,827)
advertisement xyxy=(637,824,787,864)
ad-subline: CAPITAL, £2,000,000. xyxy=(524,343,586,351)
ad-heading: J. M. TAYLOR, xyxy=(371,1105,425,1115)
ad-body: Has removed to larger premises a few doors higher up (nearly opposite Dixon's bakery), where he hopes, by keeping a large assortment of drugs, chemicals, &c., of the best quality. xyxy=(794,326,944,359)
advertisement xyxy=(480,308,630,391)
ad-signature: LEVIN & CO., Agents. xyxy=(571,213,630,221)
ad-heading: ESTATE OF THE LATE JOHN GIBSON, ESQ. xyxy=(328,299,468,318)
ad-heading: WANTED, xyxy=(379,1149,417,1159)
advertisement xyxy=(166,556,316,973)
ad-heading: GEO. ROXBURGH, xyxy=(363,636,433,646)
ad-body: Their well-merited reputation needs no comment. This reduction will place these superior household necessaries within the reach of all. ROBERT GARDNER & CO., Ironmongers, Lambton-quay, and Manners-street. xyxy=(323,594,473,627)
imprint: Printed and published by the NEW ZEALAND TIMES NEWSPAPER COMPANY (Limited), at their Registered Office, Willis-st., Wellington,—Friday, Aug. 31. xyxy=(810,1455,1100,1470)
column-header: Insurance Companies xyxy=(480,33,630,44)
ad-body: Prepared from Baron Liebig's principle (approved and recommended by the Faculty). The great success of this food is due to the fact that it is prepared in strict accordance with the directions of Baron Liebig. xyxy=(951,379,1102,411)
ad-body: Molgrave-street, LESSONS ON THE PIANOFORTE. Elementary and Finishing. xyxy=(323,913,473,929)
advertisement xyxy=(951,665,1102,764)
ad-signature: Agents:—BARRAUD & SON, Chemists. xyxy=(841,1250,944,1258)
ad-subline: PROFESSOR OF MUSIC xyxy=(364,904,432,912)
ad-subline: Jewellery by Auction. xyxy=(213,414,269,422)
ad-body: RUSTON, PROCTOR & CO.'S 10 H.P. PORTABLE STEAM ENGINE. POLLOCK & McNABB ENGINEERS LATHES, 7 1/2 in. and 9 1/2 in. Genuine white lead, in wooden kegs. White lead, No. 1 and 2, in 1/4 cwt. and 1 cwt. kegs. Boiled and raw oil, in barrels and drums. Putty, in bladders and bulk. White Brass Portland cement. Low platform weighing machines, 3cwt. to 20cwt. Gospel oak black fencing wire, Nos. 6, 7, 8, 10. Staples and bright wire. Sheet lead and lead piping. Sheet zinc. Morewood's corrugated iron, 24 and 26 gauge. Hessian, 72 inch. Brandy, in bulk and case—Hennessy's, Martell's, Biquit Dubouche & Co., Otard's, Burgundi's, and Gautier Freres; in flasks and pints. Geneva, JDKZ, 3 and 4 gals. Do, in stone bottles, 2 gals. Whisky, in bulk and case, Red Deer. Do. Dunville's, Loane, and Long John. Burnett's old tom. Rum, 30 and 10 o.p., in bulk, Lowndes and B.W.P. Do. Lemon Hart's, in cases. Schnapps, Peters' aromatic. Curacoa and maraschino. Champagne—Perrier's, & Fremont's. Do Delmarte's No. 2. Port and sherry, superior. Claret—St. Julien, Chateau Ramzac, Haut Sauterne, Creme. Ginger and quinine wine. Raspberry brandy, Evans & Co. Lime-juice cordial, Gilbert's. Ale—Bass's, Tennent's, Jeffrey's, Younger's, Dortjen's, and Star of India. Stout—Guinness's, Blood's, and Red Cross. Kellar's confectionery, marmalade, jams assorted candied peel and jellies. Colman's Durham and D.S.F. mustard; white and blue starch; light and dark blue. Sardines (Alleur's), halves and quarters. Lobsters and salmon—Morton's and American. Table salt, lobsters, French mustard. Pickles—Crosse's, Morton's, Batty's, Wyatt's, and Crosse & Blackwell's. Capers, bottled fruits. Salad and castor oil, pints and 1/2 pints. Anchovy and bloater paste, potted and devilled meats. Currants, dates and sultana raisins. Cocoa—Van Houten's, Fry's, Epps', and Taylor's. Pepper, white and black. Rice, Lucknow and shell almonds. Sauces—Worcester, and Morton's assorted. Cornflour—Brown and Polson's. Vinegar (Burnett's) in bulk and cases. Canary, rape, and hemp seed. Vestas (Bell and Black's), 250's and plaids. Tablecloth hose, three-ply, 3/4 in. Hams, saddlery, sheepshears. Sulphur and arsenic. Woolpacks, 10lbs, and 9 1/2. Pure metals and pounders—Please and Lubin's and Rimmel's (assorted). Eau de cologne, J. M. Farina's. Fancy soaps, bars and tablets. Vanda (assorted), Rolfi's and Limond. Wire nails, 1 1/2 in. to 6 in. xyxy=(637,409,787,778)
advertisement xyxy=(9,269,159,531)
advertisement xyxy=(637,176,787,208)
ad-heading: IT xyxy=(865,429,873,439)
masthead: NEW ZEALAND TIMES, FRIDAY, AUGUST 31, 1877. xyxy=(318,6,796,25)
ad-body: The above Company is prepared to accept risks in town and country at lowest current rates. xyxy=(480,66,630,83)
advertisement xyxy=(323,299,473,373)
ad-heading: WILLIAMS' AUSTRALIAN YEAST POWDER. xyxy=(964,665,1089,684)
ad-body: First-class Accommodation for Invalids and Others. Special Accommodation for Bridal Parties. xyxy=(637,142,787,158)
ad-heading: MRS. GEORGE COTTERELL xyxy=(503,580,607,590)
advertisement xyxy=(323,566,473,632)
advertisement xyxy=(794,256,944,304)
ad-subline: ESTABLISHED 1809. xyxy=(525,335,585,343)
ad-subline: FOR MUTUAL LIFE ASSURANCE. xyxy=(506,421,604,429)
ad-subline: Established in the year 1849. xyxy=(517,413,592,421)
advertisement xyxy=(166,91,316,393)
advertisement xyxy=(323,869,473,891)
ad-body: in consequence of the Survey of the Sections and Roads not being completed, until Thursday, 20th September. THREE YEARS' CREDIT AT SIX PER CENT. xyxy=(166,57,316,81)
ad-signature: JOHNSTON & CO., Importers. xyxy=(706,1182,787,1190)
ad-subline: OF PUBLIC SALE xyxy=(215,100,267,108)
ad-heading: VICTORIA INSURANCE COMPANY. xyxy=(490,152,620,162)
ad-heading: DR. BUCHAN'S SARSAPARILLA, xyxy=(966,571,1087,581)
ad-heading: BUSINESS NOTICES xyxy=(360,377,436,387)
advertisement xyxy=(951,572,1102,661)
ad-signature: GODFREY HOWITT, M.D., 176, Collins-street, Melbourne. xyxy=(979,547,1102,563)
ad-subline: MASTERTON TOWN ACRES. xyxy=(42,711,126,719)
advertisement xyxy=(951,910,1102,1040)
advertisement xyxy=(323,206,473,295)
ad-body: The above Hotel is now open to the accommodation of the public. The proprietor seeks a continuance of the patronage. Two of Alcock's Billiard Tables, and a first-class Cook. Any travellers who have not yet visited will enjoy a splendid dinner in Wellington during the last twelve years. Night porter to meet arrivals by late steamers. xyxy=(637,57,787,114)
